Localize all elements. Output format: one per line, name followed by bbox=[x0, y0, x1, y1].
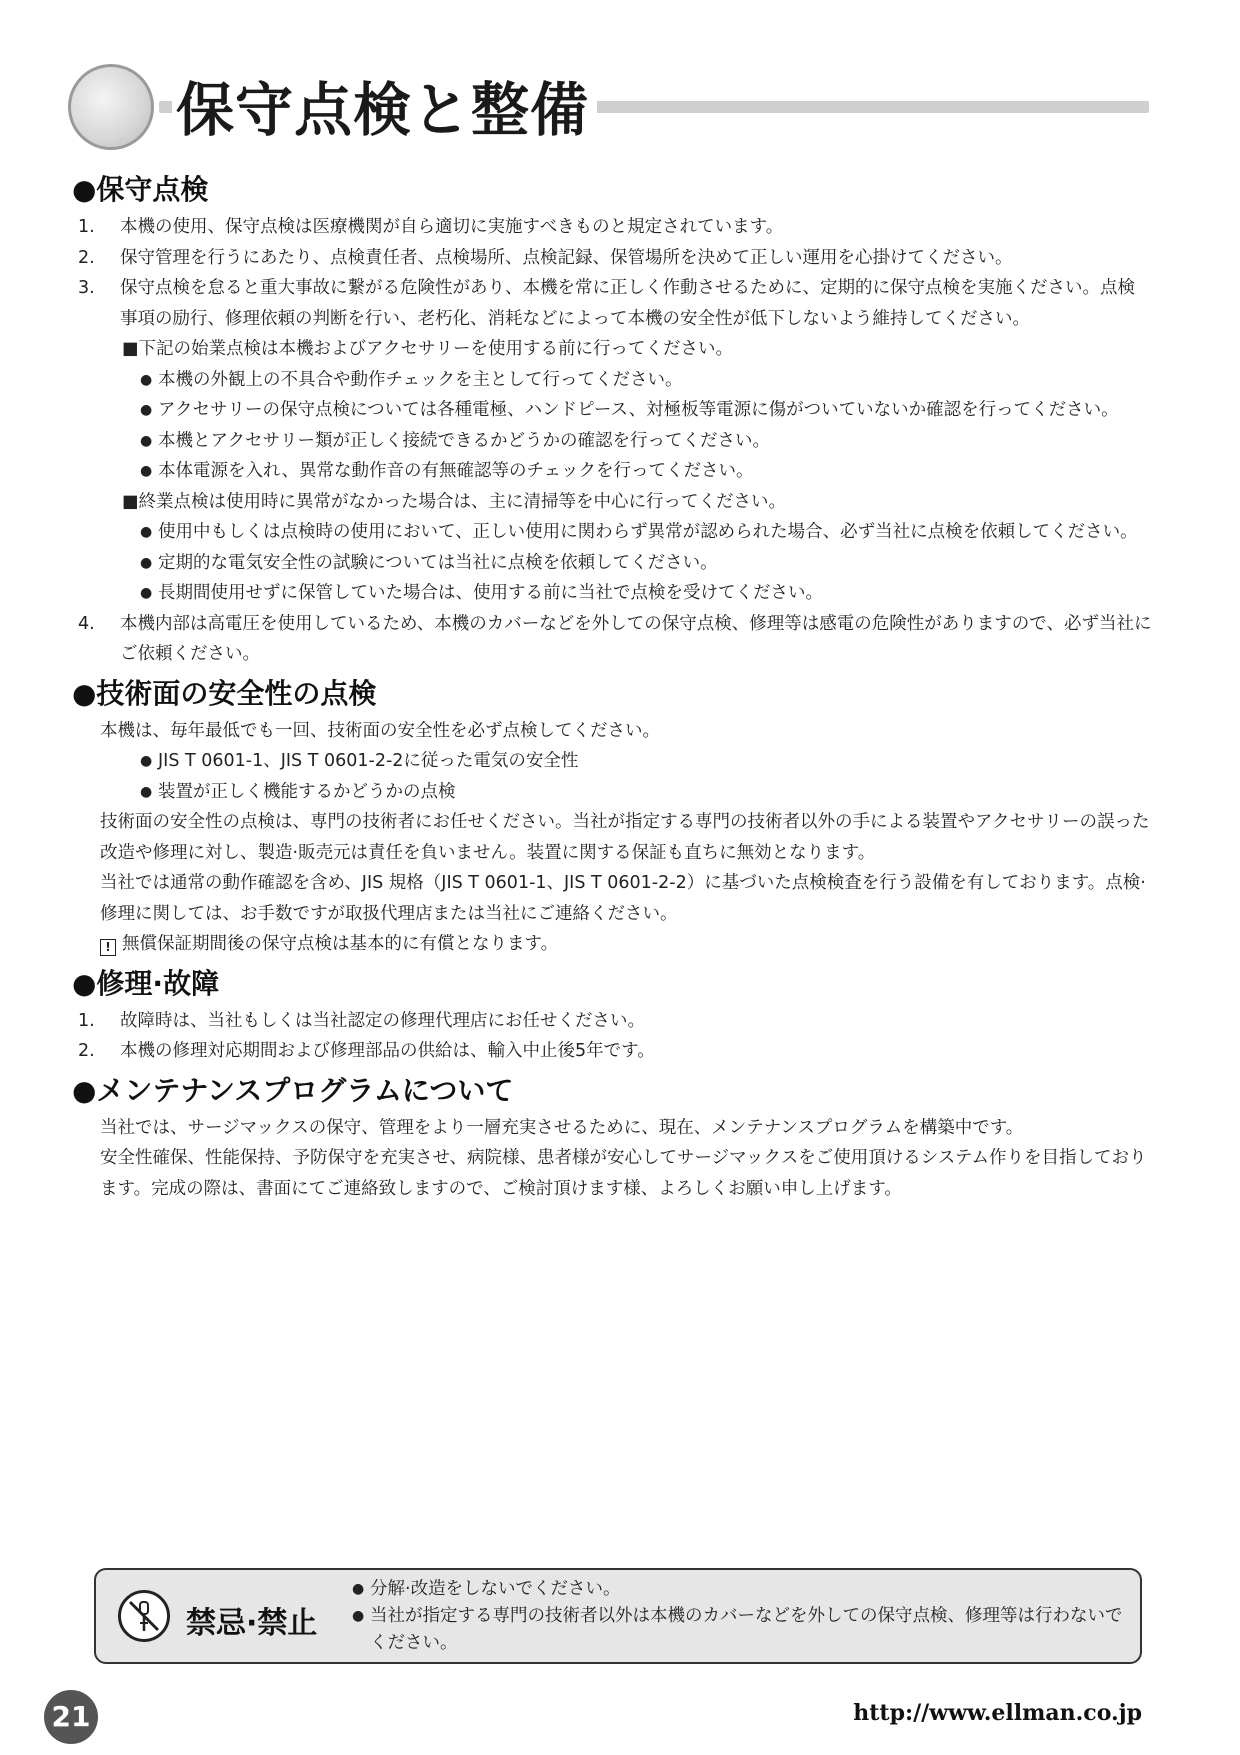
list-item bbox=[72, 609, 1152, 670]
bullet-item: ● アクセサリーの保守点検については各種電極、ハンドピース、対極板等電源に傷がついていないか確認を行ってください。 bbox=[72, 395, 1152, 426]
footer-url: http://www.ellman.co.jp bbox=[853, 1700, 1142, 1726]
program-paragraph: 当社では、サージマックスの保守、管理をより一層充実させるために、現在、メンテナンスプログラムを構築中です。 bbox=[100, 1117, 1024, 1138]
header-circle-ornament bbox=[68, 64, 154, 150]
list-text: 故障時は、当社もしくは当社認定の修理代理店にお任せください。 bbox=[120, 1010, 645, 1031]
list-text: 本機内部は高電圧を使用しているため、本機のカバーなどを外しての保守点検、修理等は感電の危険性がありますので、必ず当社にご依頼ください。 bbox=[120, 613, 1152, 664]
list-number: 1. bbox=[78, 1010, 95, 1031]
main-content bbox=[72, 172, 1152, 1204]
safety-note bbox=[72, 929, 1152, 960]
safety-intro: 本機は、毎年最低でも一回、技術面の安全性を必ず点検してください。 bbox=[100, 720, 660, 741]
list-number: 2. bbox=[78, 1041, 95, 1061]
list-text: 本機の修理対応期間および修理部品の供給は、輸入中止後5年です。 bbox=[120, 1041, 655, 1061]
bullet-item: ● JIS T 0601-1、JIS T 0601-2-2に従った電気の安全性 bbox=[72, 746, 1152, 777]
prohibition-item: ● 分解·改造をしないでください。 bbox=[352, 1576, 1132, 1603]
bullet-item: ● 長期間使用せずに保管していた場合は、使用する前に当社で点検を受けてください。 bbox=[72, 578, 1152, 609]
list-number: 1. bbox=[78, 217, 95, 237]
section-heading-program: ●メンテナンスプログラムについて bbox=[72, 1073, 514, 1107]
prohibition-label: 禁忌·禁止 bbox=[186, 1606, 318, 1641]
bullet-item: ● 使用中もしくは点検時の使用において、正しい使用に関わらず異常が認められた場合、必ず当社に点検を依頼してください。 bbox=[72, 517, 1152, 548]
bullet-item: ● 装置が正しく機能するかどうかの点検 bbox=[72, 777, 1152, 808]
prohibition-item: ● 当社が指定する専門の技術者以外は本機のカバーなどを外しての保守点検、修理等は行わないでください。 bbox=[352, 1603, 1132, 1657]
note-text: 無償保証期間後の保守点検は基本的に有償となります。 bbox=[122, 934, 559, 954]
list-item bbox=[72, 1006, 1152, 1037]
list-item bbox=[72, 243, 1152, 274]
bullet-item: ● 本機とアクセサリー類が正しく接続できるかどうかの確認を行ってください。 bbox=[72, 426, 1152, 457]
safety-paragraph: 技術面の安全性の点検は、専門の技術者にお任せください。当社が指定する専門の技術者以外の手による装置やアクセサリーの誤った改造や修理に対し、製造·販売元は責任を負いません。装置に関する保証も直ちに無効となります。 bbox=[100, 812, 1150, 863]
list-text: 保守点検を怠ると重大事故に繋がる危険性があり、本機を常に正しく作動させるために、定期的に保守点検を実施ください。点検事項の励行、修理依頼の判断を行い、老朽化、消耗などによって本機の安全性が低下しないよう維持してください。 bbox=[120, 278, 1135, 329]
prohibition-box bbox=[94, 1568, 1142, 1664]
page-header bbox=[64, 60, 1144, 160]
bullet-item: ● 定期的な電気安全性の試験については当社に点検を依頼してください。 bbox=[72, 548, 1152, 579]
list-text: 本機の使用、保守点検は医療機関が自ら適切に実施すべきものと規定されています。 bbox=[120, 217, 784, 237]
page-number: 21 bbox=[44, 1690, 98, 1744]
page-title: 保守点検と整備 bbox=[172, 70, 597, 150]
list-item bbox=[72, 212, 1152, 243]
safety-paragraph: 当社では通常の動作確認を含め、JIS 規格（JIS T 0601-1、JIS T 0601-2-2）に基づいた点検検査を行う設備を有しております。点検·修理に関しては、お手数ですが取扱代理店または当社にご連絡ください。 bbox=[100, 873, 1146, 924]
pre-use-check-heading: ■下記の始業点検は本機およびアクセサリーを使用する前に行ってください。 bbox=[122, 339, 734, 359]
prohibition-list bbox=[352, 1576, 1132, 1657]
bullet-item: ● 本機の外観上の不具合や動作チェックを主として行ってください。 bbox=[72, 365, 1152, 396]
exclamation-icon: ! bbox=[100, 939, 116, 956]
section-heading-safety: ●技術面の安全性の点検 bbox=[72, 676, 377, 710]
prohibited-disassembly-icon bbox=[118, 1590, 170, 1642]
section-heading-maintenance: ●保守点検 bbox=[72, 173, 209, 206]
program-paragraph: 安全性確保、性能保持、予防保守を充実させ、病院様、患者様が安心してサージマックスをご使用頂けるシステム作りを目指しております。完成の際は、書面にてご連絡致しますので、ご検討頂けます様、よろしくお願い申し上げます。 bbox=[100, 1148, 1147, 1199]
list-item bbox=[72, 273, 1152, 334]
list-number: 3. bbox=[78, 278, 95, 298]
list-item bbox=[72, 1036, 1152, 1067]
list-text: 保守管理を行うにあたり、点検責任者、点検場所、点検記録、保管場所を決めて正しい運用を心掛けてください。 bbox=[120, 247, 1013, 268]
list-number: 2. bbox=[78, 247, 95, 268]
post-use-check-heading: ■終業点検は使用時に異常がなかった場合は、主に清掃等を中心に行ってください。 bbox=[122, 491, 787, 512]
bullet-item: ● 本体電源を入れ、異常な動作音の有無確認等のチェックを行ってください。 bbox=[72, 456, 1152, 487]
section-heading-repair: ●修理·故障 bbox=[72, 966, 220, 1000]
list-number: 4. bbox=[78, 613, 95, 634]
